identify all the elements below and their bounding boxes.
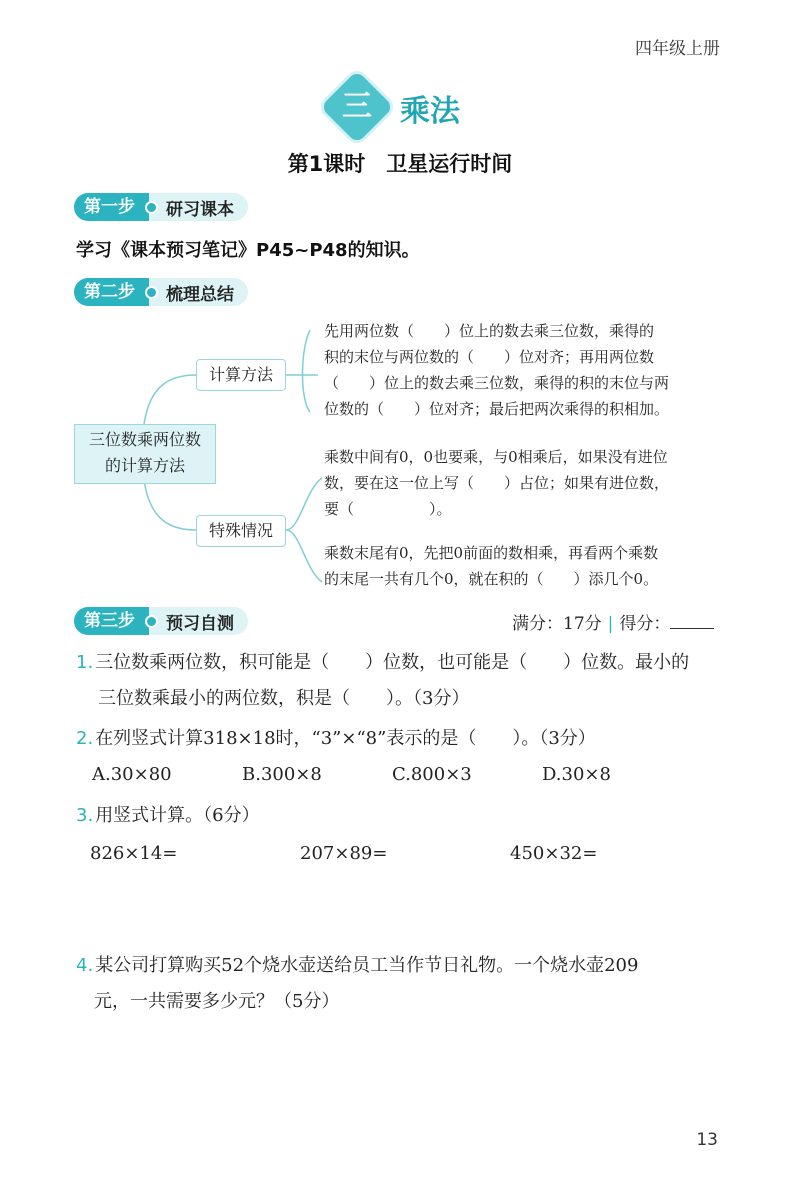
question-2	[76, 721, 726, 793]
step-1-number: 第一步	[74, 193, 149, 221]
text-line: 位数的（ ）位对齐；最后把两次乘得的积相加。	[324, 400, 670, 418]
score-line	[512, 609, 714, 634]
question-text: 用竖式计算。（6分）	[95, 805, 260, 826]
option-c[interactable]: C.800×3	[392, 764, 472, 785]
unit-title: 乘法	[400, 94, 460, 129]
text-line: 数，要在这一位上写（ ）占位；如果有进位数，	[324, 474, 670, 492]
question-text: 元，一共需要多少元？（5分）	[94, 991, 340, 1012]
mindmap-root-line1: 三位数乘两位数	[88, 430, 201, 449]
calc-item-1: 826×14=	[90, 843, 178, 864]
lesson-title: 第1课时 卫星运行时间	[287, 152, 513, 176]
full-score: 满分：17分	[512, 614, 602, 634]
calc-row	[76, 836, 726, 872]
question-text: 某公司打算购买52个烧水壶送给员工当作节日礼物。一个烧水壶209	[95, 955, 639, 976]
unit-number: 三	[342, 89, 372, 124]
option-d[interactable]: D.30×8	[542, 764, 611, 785]
score-blank[interactable]	[670, 614, 714, 629]
mindmap-root-line2: 的计算方法	[104, 456, 185, 475]
mindmap-node-method: 计算方法	[196, 359, 286, 391]
special-case-zero-middle	[324, 444, 714, 522]
question-number: 3.	[76, 805, 94, 826]
question-text: 三位数乘最小的两位数，积是（ ）。（3分）	[98, 688, 470, 709]
question-number: 1.	[76, 652, 94, 673]
question-number: 4.	[76, 955, 94, 976]
option-b[interactable]: B.300×8	[242, 764, 322, 785]
text-line: 积的末位与两位数的（ ）位对齐；再用两位数	[324, 348, 655, 366]
option-a[interactable]: A.30×80	[92, 764, 172, 785]
step-2-name: 梳理总结	[166, 284, 234, 305]
step-1-name: 研习课本	[166, 199, 234, 220]
text-line: 乘数中间有0，0也要乘，与0相乘后，如果没有进位	[324, 448, 668, 466]
options-row	[76, 757, 726, 793]
question-1	[76, 645, 726, 717]
text-line: （ ）位上的数去乘三位数，乘得的积的末位与两	[324, 374, 670, 392]
question-3	[76, 798, 726, 872]
question-4	[76, 948, 726, 1020]
calc-item-3: 450×32=	[510, 843, 598, 864]
method-description	[324, 318, 714, 422]
score-label: 得分：	[619, 614, 671, 634]
grade-label: 四年级上册	[635, 39, 720, 59]
question-number: 2.	[76, 728, 94, 749]
mindmap-node-special: 特殊情况	[196, 515, 286, 547]
text-line: 乘数末尾有0，先把0前面的数相乘，再看两个乘数	[324, 544, 659, 562]
question-text: 三位数乘两位数，积可能是（ ）位数，也可能是（ ）位数。最小的	[95, 652, 690, 673]
step-3-name: 预习自测	[166, 613, 234, 634]
text-line: 先用两位数（ ）位上的数去乘三位数，乘得的	[324, 322, 655, 340]
score-separator: |	[607, 614, 614, 634]
step-dot-icon	[145, 615, 158, 628]
study-instruction: 学习《课本预习笔记》P45~P48的知识。	[76, 240, 420, 261]
step-3-number: 第三步	[74, 607, 149, 635]
step-3-label	[74, 607, 248, 635]
calc-item-2: 207×89=	[300, 843, 388, 864]
step-2-number: 第二步	[74, 278, 149, 306]
text-line: 的末尾一共有几个0，就在积的（ ）添几个0。	[324, 570, 659, 588]
question-text: 在列竖式计算318×18时，“3”×“8”表示的是（ ）。（3分）	[95, 728, 596, 749]
special-case-zero-end	[324, 540, 714, 592]
mindmap-root	[74, 424, 216, 484]
page-number: 13	[696, 1130, 718, 1150]
text-line: 要（ ）。	[324, 500, 452, 518]
